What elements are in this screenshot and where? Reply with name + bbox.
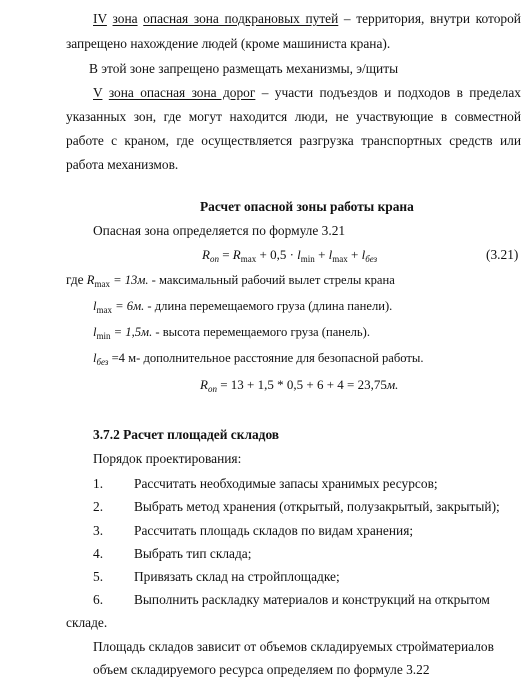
step-3-text: Рассчитать площадь складов по видам хранения; (134, 523, 414, 538)
zone4-roman: IV (93, 11, 107, 26)
zone5-roman: V (93, 85, 103, 100)
def-rmax: где $R_{max} = 13м$. - максимальный рабочий вылет стрелы крана (66, 272, 395, 289)
zone5-line2: указанных зон, где могут находится люди, не участвующие в совместной (66, 109, 521, 124)
zone4-note: В этой зоне запрещено размещать механизмы, э/щиты (89, 61, 399, 76)
step-5-num: 5. (93, 569, 104, 584)
warehouse-p2: объем складируемого ресурса определяем по формуле 3.22 (93, 662, 430, 677)
formula-number: (3.21) (486, 247, 519, 262)
step-4-text: Выбрать тип склада; (134, 546, 252, 561)
step-6-text: Выполнить раскладку материалов и конструкций на открытом (134, 592, 490, 607)
step-6-cont: складе. (66, 615, 108, 630)
step-5-text: Привязать склад на стройплощадке; (134, 569, 340, 584)
zone4-line1 (93, 12, 521, 25)
warehouse-heading: 3.7.2 Расчет площадей складов (93, 427, 280, 442)
zone5-line1 (93, 86, 521, 99)
zone4-line2: запрещено нахождение людей (кроме машиниста крана). (66, 36, 391, 51)
warehouse-order: Порядок проектирования: (93, 451, 242, 466)
zone5-line3: работе с краном, где осуществляется разгрузка транспортных средств или (66, 133, 521, 148)
zone4-word: зона (112, 11, 138, 26)
zone4-rest: – территория, внутри которой (343, 11, 521, 26)
formula-3-21: $R_{оп} = R_{max} + 0,5 \cdot l_{min} + l_{max} + l_{без}$ (202, 247, 378, 264)
def-lbez: $l_{без} =4$ м- дополнительное расстояние для безопасной работы. (93, 351, 424, 367)
step-1-num: 1. (93, 476, 104, 491)
where-label: где (66, 272, 84, 287)
step-2-num: 2. (93, 499, 104, 514)
step-1-text: Рассчитать необходимые запасы хранимых ресурсов; (134, 476, 438, 491)
step-3-num: 3. (93, 523, 104, 538)
zone5-rest: – участи подъездов и подходов в пределах (261, 85, 521, 100)
zone5-line4: работа механизмов. (66, 157, 179, 172)
calc-intro: Опасная зона определяется по формуле 3.21 (93, 223, 346, 238)
warehouse-p1: Площадь складов зависит от объемов складируемых стройматериалов (93, 639, 494, 654)
formula-result: $R_{оп} = 13 + 1,5 * 0,5 + 6 + 4 = 23,75м$. (200, 377, 399, 394)
zone4-name: опасная зона подкрановых путей (143, 11, 339, 26)
step-2-text: Выбрать метод хранения (открытый, полузакрытый, закрытый); (134, 499, 500, 514)
zone5-name: зона опасная зона дорог (108, 85, 256, 100)
calc-heading: Расчет опасной зоны работы крана (200, 199, 414, 214)
step-4-num: 4. (93, 546, 104, 561)
def-lmin: $l_{min} = 1,5м$. - высота перемещаемого груза (панель). (93, 325, 371, 341)
def-lmax: $l_{max} = 6м$. - длина перемещаемого груза (длина панели). (93, 299, 393, 315)
step-6-num: 6. (93, 592, 104, 607)
